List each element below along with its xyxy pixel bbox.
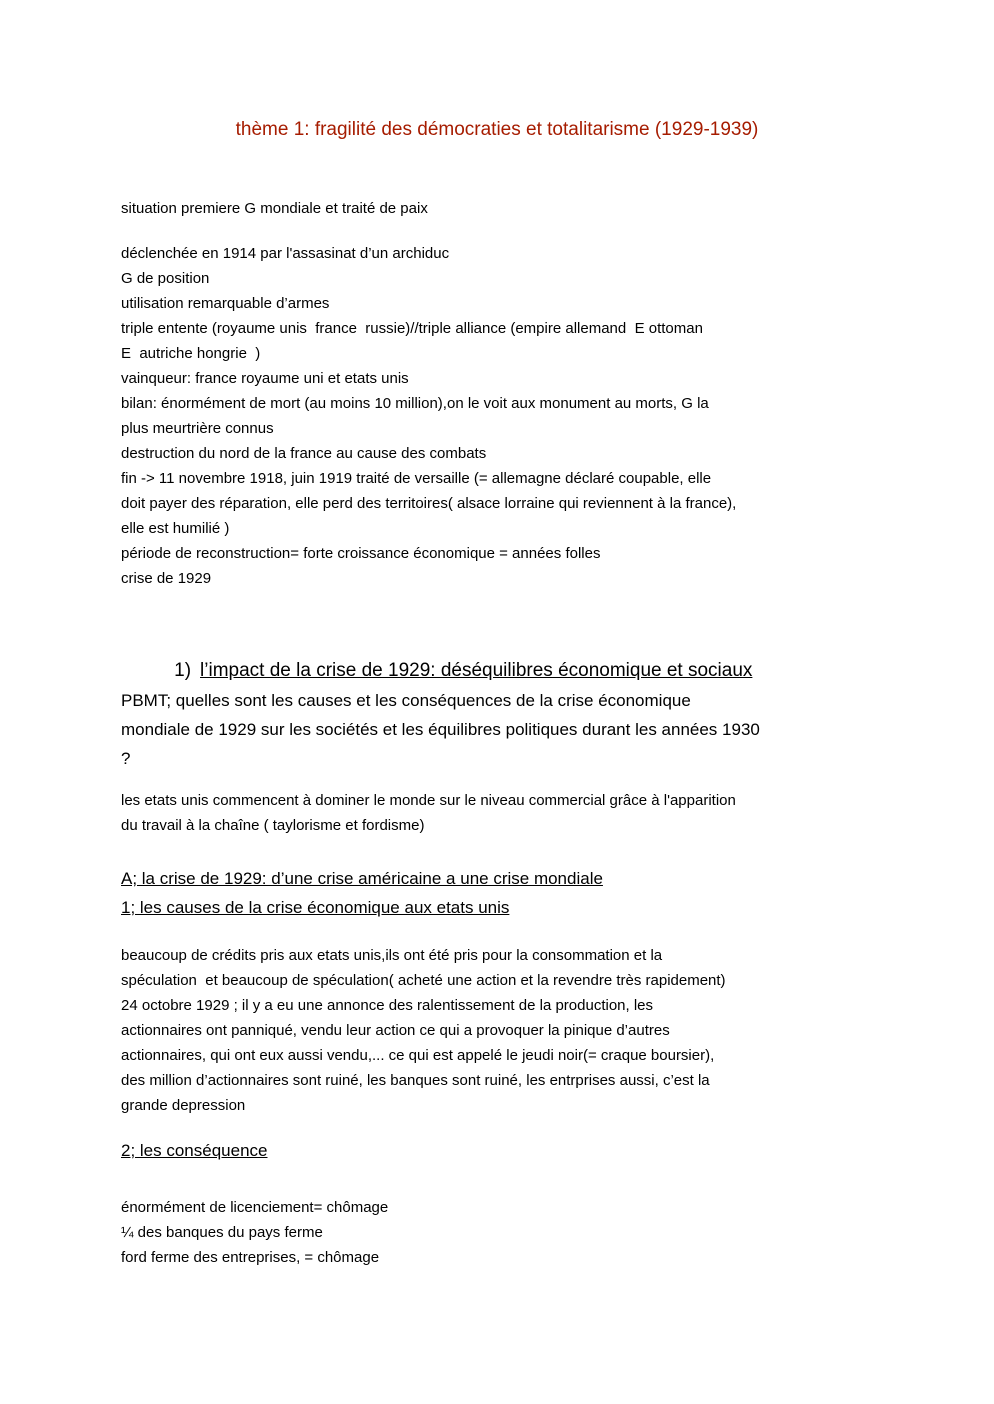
pbmt-paragraph <box>121 686 886 773</box>
text-line: déclenchée en 1914 par l'assasinat d’un archiduc <box>121 245 450 262</box>
text-line: elle est humilié ) <box>121 520 230 537</box>
subsection-2-heading: 2; les conséquence <box>121 1141 268 1160</box>
section-1-number: 1) <box>174 660 192 681</box>
text-line: grande depression <box>121 1097 246 1114</box>
text-line: PBMT; quelles sont les causes et les conséquences de la crise économique <box>121 691 691 710</box>
text-line: spéculation et beaucoup de spéculation( acheté une action et la revendre très rapidement) <box>121 972 726 989</box>
text-line: vainqueur: france royaume uni et etats unis <box>121 370 409 387</box>
us-dominance-paragraph <box>121 788 886 838</box>
ww1-summary-paragraph <box>121 241 886 591</box>
text-line: destruction du nord de la france au cause des combats <box>121 445 487 462</box>
text-line: doit payer des réparation, elle perd des territoires( alsace lorraine qui reviennent à la france), <box>121 495 737 512</box>
situation-line <box>121 196 886 221</box>
section-1-heading-text: l’impact de la crise de 1929: déséquilibres économique et sociaux <box>200 660 753 681</box>
text-line: du travail à la chaîne ( taylorisme et fordisme) <box>121 817 425 834</box>
text-line: mondiale de 1929 sur les sociétés et les équilibres politiques durant les années 1930 <box>121 720 760 739</box>
text-line: E autriche hongrie ) <box>121 345 261 362</box>
text-line: crise de 1929 <box>121 570 212 587</box>
text-line: actionnaires ont panniqué, vendu leur action ce qui a provoquer la pinique d’autres <box>121 1022 670 1039</box>
subsection-a-heading: A; la crise de 1929: d’une crise américaine a une crise mondiale <box>121 869 603 888</box>
text-line: ? <box>121 749 131 768</box>
subsection-a1-heading: 1; les causes de la crise économique aux etats unis <box>121 898 510 917</box>
text-line: les etats unis commencent à dominer le monde sur le niveau commercial grâce à l'apparition <box>121 792 736 809</box>
text-line: 24 octobre 1929 ; il y a eu une annonce des ralentissement de la production, les <box>121 997 654 1014</box>
text-line: actionnaires, qui ont eux aussi vendu,... ce qui est appelé le jeudi noir(= craque boursier), <box>121 1047 715 1064</box>
text-line: G de position <box>121 270 210 287</box>
text-line: situation premiere G mondiale et traité de paix <box>121 200 428 217</box>
text-line: beaucoup de crédits pris aux etats unis,ils ont été pris pour la consommation et la <box>121 947 663 964</box>
consequences-paragraph <box>121 1195 886 1270</box>
text-line: fin -> 11 novembre 1918, juin 1919 traité de versaille (= allemagne déclaré coupable, elle <box>121 470 712 487</box>
crisis-causes-paragraph <box>121 943 886 1118</box>
text-line: triple entente (royaume unis france russie)//triple alliance (empire allemand E ottoman <box>121 320 703 337</box>
text-line: ford ferme des entreprises, = chômage <box>121 1249 380 1266</box>
document-title: thème 1: fragilité des démocraties et totalitarisme (1929-1939) <box>235 119 759 140</box>
subsection-a-headings <box>121 864 886 922</box>
text-line: période de reconstruction= forte croissance économique = années folles <box>121 545 601 562</box>
text-line: utilisation remarquable d’armes <box>121 295 330 312</box>
text-line: plus meurtrière connus <box>121 420 274 437</box>
subsection-2-heading-block <box>121 1136 886 1165</box>
text-line: ¼ des banques du pays ferme <box>121 1224 323 1241</box>
text-line: des million d’actionnaires sont ruiné, les banques sont ruiné, les entrprises aussi, c’est la <box>121 1072 710 1089</box>
text-line: énormément de licenciement= chômage <box>121 1199 389 1216</box>
text-line: bilan: énormément de mort (au moins 10 million),on le voit aux monument au morts, G la <box>121 395 709 412</box>
